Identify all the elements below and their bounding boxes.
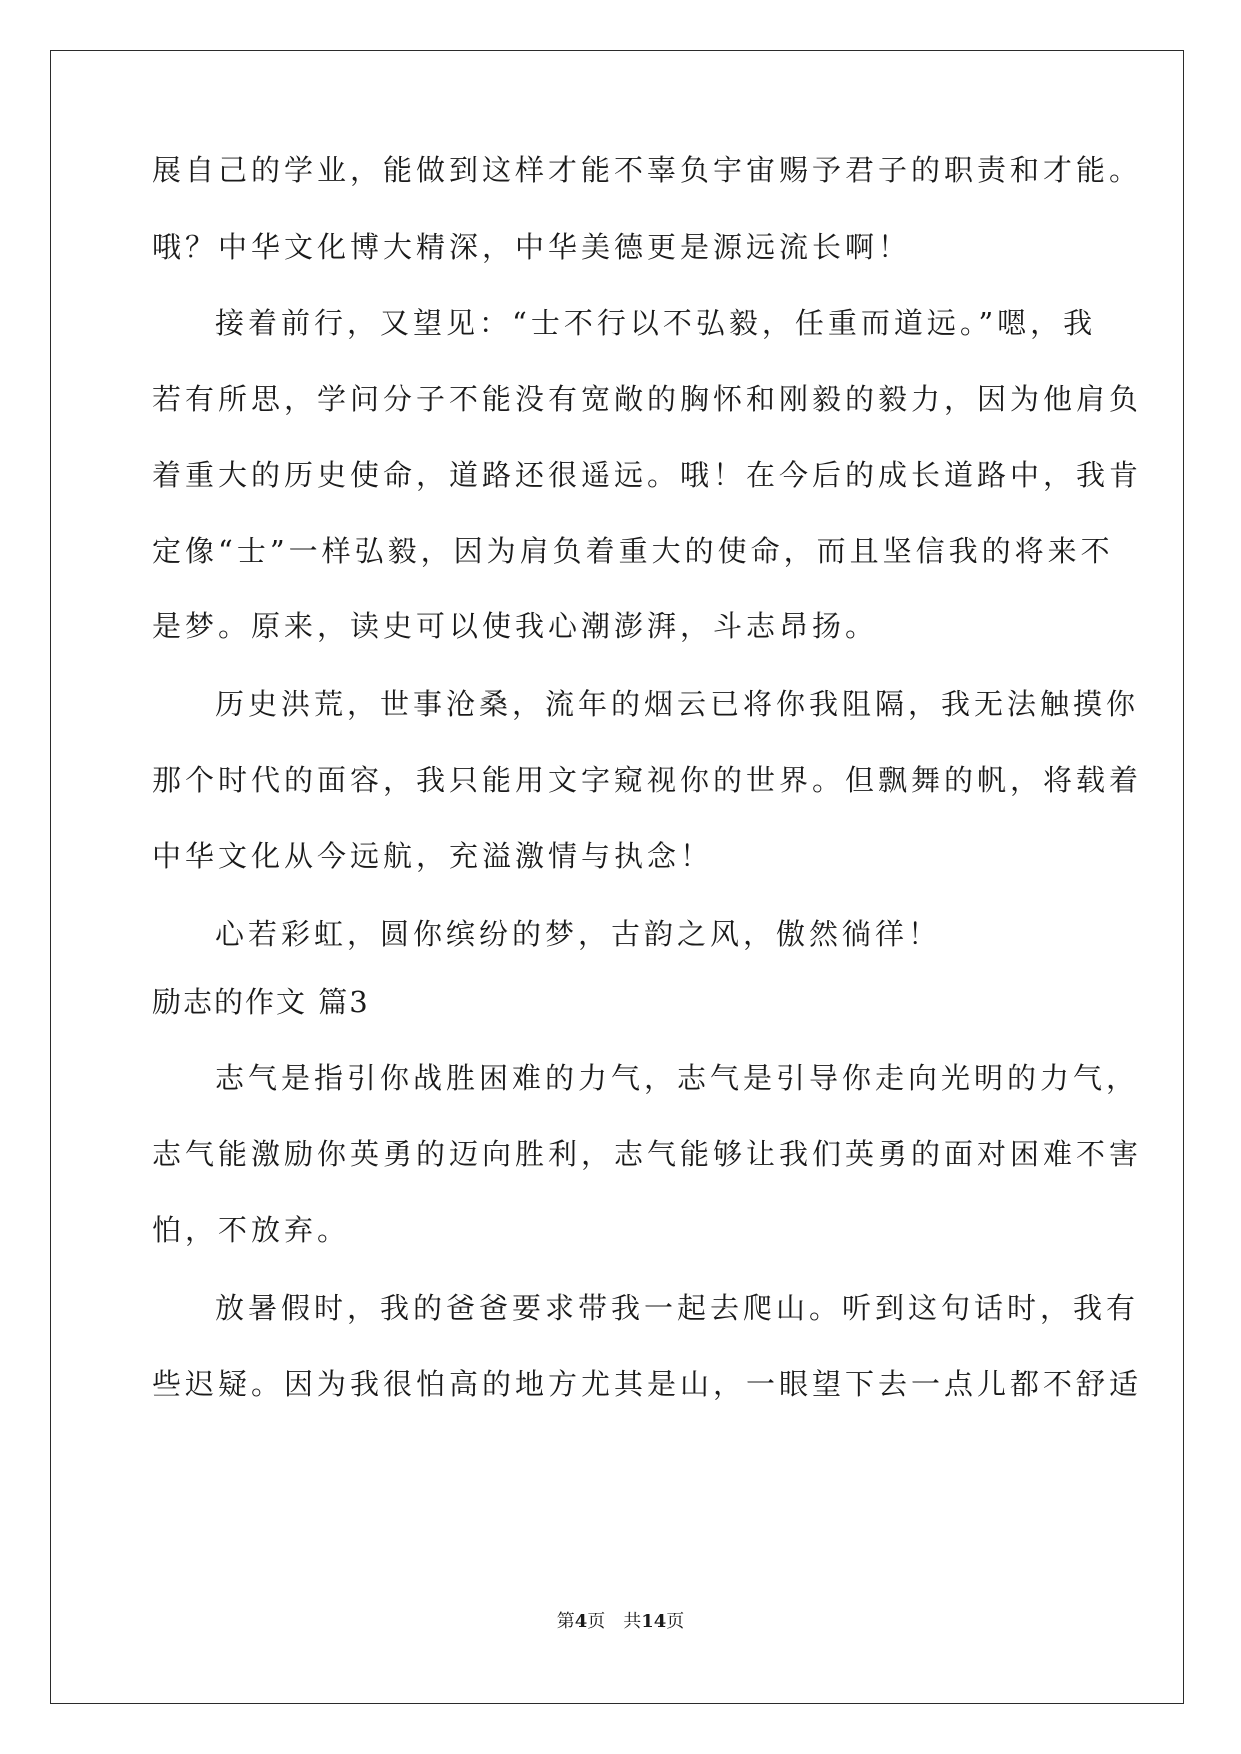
text-line: 放暑假时，我的爸爸要求带我一起去爬山。听到这句话时，我有	[215, 1291, 1140, 1325]
text-line: 定像“士”一样弘毅，因为肩负着重大的使命，而且坚信我的将来不	[152, 534, 1114, 568]
total-prefix: 共	[623, 1611, 642, 1632]
page-footer	[0, 1610, 1241, 1634]
text-line: 中华文化从今远航，充溢激情与执念！	[152, 839, 714, 873]
page-number: 4	[574, 1611, 588, 1632]
text-line: 些迟疑。因为我很怕高的地方尤其是山，一眼望下去一点儿都不舒适	[152, 1367, 1143, 1401]
text-line: 哦？中华文化博大精深，中华美德更是源远流长啊！	[152, 230, 912, 264]
text-line: 志气能激励你英勇的迈向胜利，志气能够让我们英勇的面对困难不害	[152, 1137, 1143, 1171]
total-pages: 14	[641, 1611, 667, 1632]
section-heading: 励志的作文 篇3	[152, 985, 370, 1019]
page-prefix: 第	[556, 1611, 575, 1632]
text-line: 着重大的历史使命，道路还很遥远。哦！在今后的成长道路中，我肯	[152, 458, 1143, 492]
page-border	[50, 50, 1184, 1704]
text-line: 若有所思，学问分子不能没有宽敞的胸怀和刚毅的毅力，因为他肩负	[152, 382, 1143, 416]
page-suffix: 页	[587, 1611, 606, 1632]
text-line: 历史洪荒，世事沧桑，流年的烟云已将你我阻隔，我无法触摸你	[215, 687, 1140, 721]
text-line: 那个时代的面容，我只能用文字窥视你的世界。但飘舞的帆，将载着	[152, 763, 1143, 797]
text-line: 志气是指引你战胜困难的力气，志气是引导你走向光明的力气，	[215, 1061, 1140, 1095]
text-line: 是梦。原来，读史可以使我心潮澎湃，斗志昂扬。	[152, 609, 879, 643]
total-suffix: 页	[666, 1611, 685, 1632]
text-line: 接着前行，又望见：“士不行以不弘毅，任重而道远。”嗯，我	[215, 306, 1097, 340]
text-line: 怕，不放弃。	[152, 1213, 351, 1247]
text-line: 心若彩虹，圆你缤纷的梦，古韵之风，傲然徜徉！	[215, 917, 942, 951]
text-line: 展自己的学业，能做到这样才能不辜负宇宙赐予君子的职责和才能。	[152, 153, 1143, 187]
